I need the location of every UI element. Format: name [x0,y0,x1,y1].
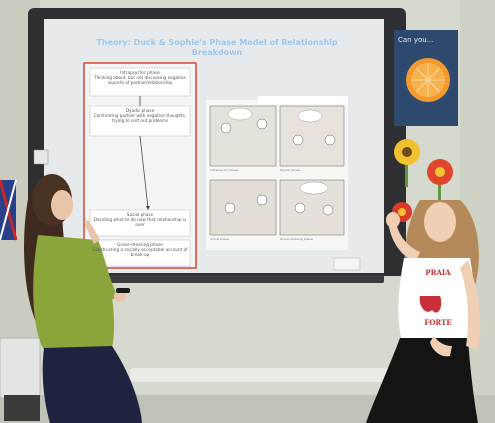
phase-box-grave-dressing [91,242,189,257]
tshirt-print-line2: FORTE [424,318,452,327]
comic-caption-intrapsychic: Intrapsychic phase [210,168,239,172]
phase-box-dyadic [91,108,189,123]
poster-title: Can you... [398,36,434,44]
phase-description: Deciding what to do now that relationship is over [93,217,187,227]
slide-title: Theory: Duck & Sophie's Phase Model of Relationship Breakdown [96,38,338,57]
tshirt-print-line1: PRAIA [425,268,451,277]
phase-description: Constructing a socially acceptable account of break-up [92,247,188,257]
wall-pipe [130,368,400,382]
phase-box-social [91,212,189,227]
projector-sensor [34,150,48,164]
screen-logo [334,258,360,270]
phase-name: Intrapsychic phase [120,70,160,75]
comic-caption-social: Social phase [210,237,229,241]
phase-description: Confronting partner with negative thoughts, trying to sort out problems [93,113,187,123]
phase-name: Dyadic phase [125,108,155,113]
comic-caption-dyadic: Dyadic phase [280,168,301,172]
comic-caption-grave-dressing: Grave-dressing phase [280,237,313,241]
phase-description: Thinking about, but not discussing negative aspects of partner/relationship [94,75,186,85]
printer [0,338,40,398]
phase-name: Grave-dressing phase [117,242,163,247]
phase-box-intrapsychic [91,70,189,85]
phase-name: Social phase [126,212,154,217]
